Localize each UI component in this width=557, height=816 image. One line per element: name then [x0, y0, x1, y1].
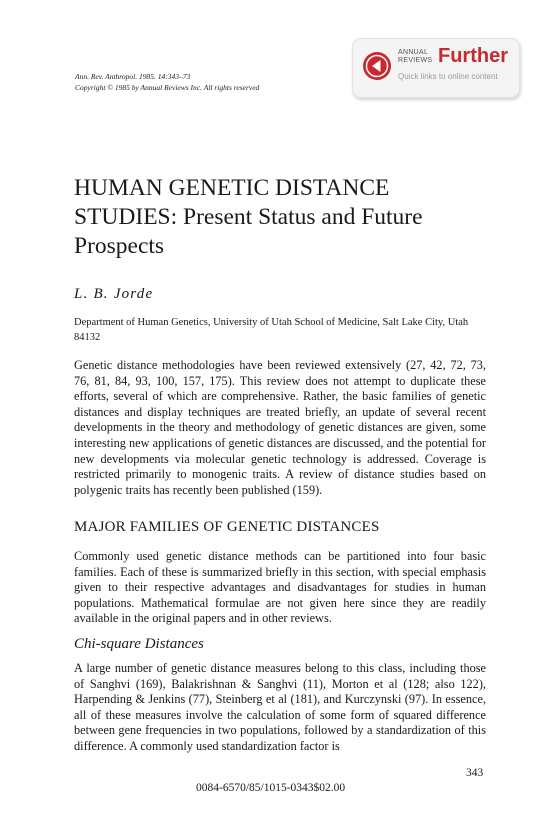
author-name: L. B. Jorde [74, 286, 154, 302]
section-paragraph: Commonly used genetic distance methods can be partitioned into four basic families. Each of these is summarized briefly in this section, with special emphasis given to their respective advantages and disadvantages for studies in human populations. Mathematical formulae are not given here since they are readily available in the original papers and in other reviews. [74, 549, 486, 626]
further-banner-link[interactable] [352, 38, 520, 98]
article-code: 0084-6570/85/1015-0343$02.00 [196, 782, 346, 794]
author-affiliation: Department of Human Genetics, University of Utah School of Medicine, Salt Lake City, Utah 84132 [74, 317, 469, 343]
article-title: HUMAN GENETIC DISTANCE STUDIES: Present Status and Future Prospects [74, 175, 423, 259]
subsection-heading: Chi-square Distances [74, 636, 204, 652]
play-arrow-icon [362, 51, 392, 81]
subsection-paragraph: A large number of genetic distance measures belong to this class, including those of Sanghvi (169), Balakrishnan & Sanghvi (11), Morton et al (128; also 122), Harpending & Jenkins (77), Steinberg et al (181), and Kurczynski (97). In essence, all of these measures involve the calculation of some form of squared difference between gene frequencies in two populations, followed by a standardization of this difference. A commonly used standardization factor is [74, 661, 486, 753]
section-heading: MAJOR FAMILIES OF GENETIC DISTANCES [74, 519, 380, 535]
journal-citation [75, 71, 259, 93]
further-text: Further [438, 45, 508, 67]
banner-tagline: Quick links to online content [398, 72, 498, 81]
annual-reviews-wordmark [398, 49, 432, 65]
reviews-text: REVIEWS [398, 57, 433, 64]
page-number: 343 [466, 767, 484, 779]
journal-citation-line: Ann. Rev. Anthropol. 1985. 14:343–73 [75, 72, 191, 81]
copyright-line: Copyright © 1985 by Annual Reviews Inc. All rights reserved [75, 83, 260, 92]
abstract-paragraph: Genetic distance methodologies have been reviewed extensively (27, 42, 72, 73, 76, 81, 84, 93, 100, 157, 175). This review does not attempt to duplicate these efforts, several of which are comprehensive. Rather, the basic families of genetic distances and display techniques are treated briefly, an update of several recent developments in the theory and methodology of genetic distances are given, some interesting new applications of genetic distances are discussed, and the potential for new developments via molecular genetic technology is addressed. Coverage is restricted primarily to monogenic traits. A review of distance studies based on polygenic traits has recently been published (159). [74, 358, 486, 497]
annual-text: ANNUAL [398, 49, 429, 56]
